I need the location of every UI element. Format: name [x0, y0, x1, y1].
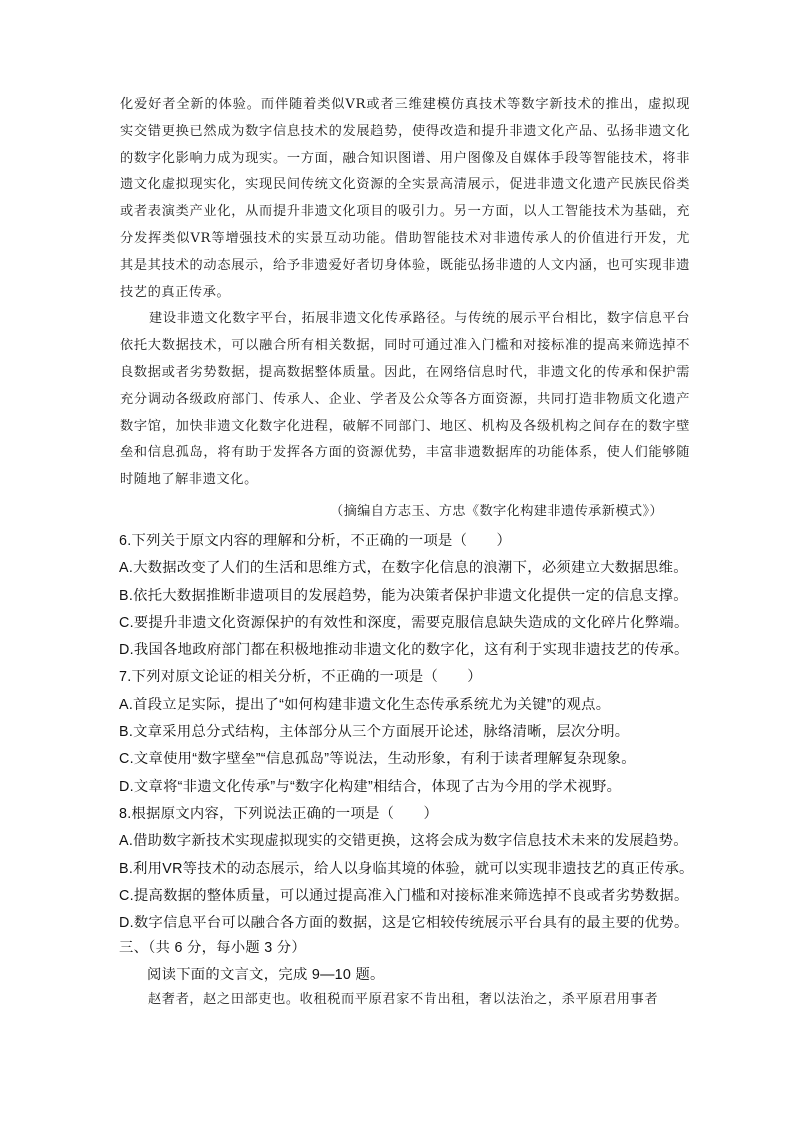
option-a: A.大数据改变了人们的生活和思维方式，在数字化信息的浪潮下，必须建立大数据思维。: [119, 560, 688, 577]
option-d: D.文章将“非遗文化传承”与“数字化构建”相结合，体现了古为今用的学术视野。: [119, 778, 622, 795]
passage-source: （摘编自方志玉、方忠《数字化构建非遗传承新模式》）: [330, 504, 664, 519]
option-a: A.首段立足实际，提出了“如何构建非遗文化生态传承系统尤为关键”的观点。: [119, 696, 611, 713]
section-3: [119, 935, 699, 990]
question-list: [119, 528, 699, 937]
option-c: C.文章使用“数字壁垒”“信息孤岛”等说法，生动形象，有利于读者理解复杂现象。: [119, 751, 636, 768]
option-b: B.依托大数据推断非遗项目的发展趋势，能为决策者保护非遗文化提供一定的信息支撑。: [119, 587, 688, 604]
question-7: [119, 664, 699, 800]
option-d: D.数字信息平台可以融合各方面的数据，这是它相较传统展示平台具有的最主要的优势。: [119, 915, 689, 932]
question-6: [119, 528, 699, 664]
option-c: C.提高数据的整体质量，可以通过提高准入门槛和对接标准来筛选掉不良或者劣势数据。: [119, 887, 689, 904]
passage-paragraph-2: 建设非遗文化数字平台，拓展非遗文化传承路径。与传统的展示平台相比，数字信息平台依托大数据技术，可以融合所有相关数据，同时可通过准入门槛和对接标准的提高来筛选掉不良数据或者劣势数据，提高数据整体质量。因此，在网络信息时代，非遗文化的传承和保护需充分调动各级政府部门、传承人、企业、学者及公众等各方面资源，共同打造非物质文化遗产数字馆，加快非遗文化数字化进程，破解不同部门、地区、机构及各级机构之间存在的数字壁垒和信息孤岛，将有助于发挥各方面的资源优势，丰富非遗数据库的功能体系，使人们能够随时随地了解非遗文化。: [120, 311, 690, 488]
passage-paragraph-1: 化爱好者全新的体验。而伴随着类似VR或者三维建模仿真技术等数字新技术的推出，虚拟现实交错更换已然成为数字信息技术的发展趋势，使得改造和提升非遗文化产品、弘扬非遗文化的数字化影响力成为现实。一方面，融合知识图谱、用户图像及自媒体手段等智能技术，将非遗文化虚拟现实化，实现民间传统文化资源的全实景高清展示，促进非遗文化遗产民族民俗类或者表演类产业化，从而提升非遗文化项目的吸引力。另一方面，以人工智能技术为基础，充分发挥类似VR等增强技术的实景互动功能。借助智能技术对非遗传承人的价值进行开发，尤其是其技术的动态展示，给予非遗爱好者切身体验，既能弘扬非遗的人文内涵，也可实现非遗技艺的真正传承。: [120, 97, 690, 300]
passage: [120, 92, 690, 494]
question-8: [119, 801, 699, 937]
question-stem: 8.根据原文内容，下列说法正确的一项是（ ）: [119, 805, 439, 822]
classical-text-line: 赵奢者，赵之田部吏也。收租税而平原君家不肯出租，奢以法治之，杀平原君用事者: [148, 992, 659, 1007]
option-b: B.利用VR等技术的动态展示，给人以身临其境的体验，就可以实现非遗技艺的真正传承。: [119, 860, 694, 877]
section-heading: 三、（共 6 分，每小题 3 分）: [119, 940, 307, 956]
question-stem: 6.下列关于原文内容的理解和分析，不正确的一项是（ ）: [119, 533, 512, 549]
question-stem: 7.下列对原文论证的相关分析，不正确的一项是（ ）: [119, 669, 482, 686]
section-instruction: 阅读下面的文言文，完成 9—10 题。: [147, 967, 385, 984]
option-d: D.我国各地政府部门都在积极地推动非遗文化的数字化，这有利于实现非遗技艺的传承。: [119, 642, 689, 659]
option-a: A.借助数字新技术实现虚拟现实的交错更换，这将会成为数字信息技术未来的发展趋势。: [119, 833, 688, 850]
option-b: B.文章采用总分式结构，主体部分从三个方面展开论述，脉络清晰，层次分明。: [119, 724, 630, 741]
option-c: C.要提升非遗文化资源保护的有效性和深度，需要克服信息缺失造成的文化碎片化弊端。: [119, 614, 689, 631]
